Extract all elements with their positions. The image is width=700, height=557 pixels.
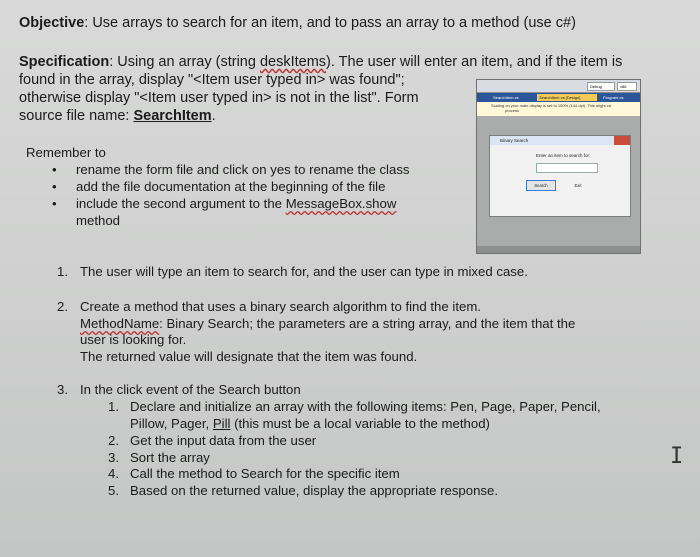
dpi-warning-text: Scaling on your main display is set to 150% (144 dpi). This might ca	[491, 103, 611, 108]
spec-label: Specification	[19, 54, 110, 70]
substep-2-text: Get the input data from the user	[130, 433, 317, 448]
pill-term: Pill	[212, 416, 231, 431]
objective-line	[19, 16, 576, 31]
spec-text-a: : Using an array (string	[109, 54, 260, 70]
bullet-dot: •	[52, 179, 57, 194]
objective-label: Objective	[19, 15, 85, 31]
step-1-text: The user will type an item to search for, and the user can type in mixed case.	[80, 264, 528, 279]
step-3-num: 3.	[57, 382, 68, 397]
search-button: Search	[526, 180, 556, 191]
close-icon	[614, 136, 630, 145]
tab-searchitem-design: SearchItem.cs [Design]	[537, 94, 597, 101]
form-titlebar	[490, 136, 630, 145]
spec-line-2: found in the array, display "<Item user typed in> was found";	[19, 72, 405, 88]
arch-dropdown: x86	[617, 82, 637, 91]
pill-rest: (this must be a local variable to the method)	[230, 416, 490, 431]
step-2-num: 2.	[57, 299, 68, 314]
spec-period: .	[211, 108, 216, 124]
spec-file-name: SearchItem	[133, 108, 212, 124]
exit-button: Exit	[574, 183, 582, 188]
form-title: Binary Search	[500, 138, 529, 143]
substep-5-text: Based on the returned value, display the appropriate response.	[130, 483, 499, 498]
step-1-num: 1.	[57, 264, 68, 279]
bullet-dot: •	[52, 162, 57, 177]
substep-1-text: Declare and initialize an array with the following items: Pen, Page, Paper, Pencil,	[130, 399, 601, 414]
spec-line-1	[19, 55, 622, 70]
substep-2-num: 2.	[108, 433, 119, 448]
remember-title: Remember to	[26, 145, 106, 160]
substep-4-text: Call the method to Search for the specific item	[130, 466, 400, 481]
objective-text: : Use arrays to search for an item, and to pass an array to a method (use c#)	[84, 15, 576, 31]
spec-line-4	[19, 109, 216, 124]
remember-item-4: method	[76, 213, 120, 228]
ide-toolbar	[477, 80, 640, 92]
substep-3-num: 3.	[108, 450, 119, 465]
step-2-line-1: Create a method that uses a binary search algorithm to find the item.	[80, 299, 481, 314]
step-2-line-2-rest: : Binary Search; the parameters are a string array, and the item that the	[159, 316, 576, 331]
tab-searchitem-cs: SearchItem.cs	[493, 95, 519, 100]
method-name-term: MethodName	[80, 316, 160, 331]
item-textbox	[536, 163, 598, 173]
binary-search-form	[489, 135, 631, 217]
substep-4-num: 4.	[108, 466, 119, 481]
spec-text-c: ). The user will enter an item, and if the item is	[326, 54, 623, 70]
text-cursor-icon: I	[670, 444, 684, 469]
debug-dropdown: Debug	[587, 82, 615, 91]
remember-item-3-text: include the second argument to the	[76, 196, 286, 211]
step-2-line-4: The returned value will designate that the item was found.	[80, 349, 418, 364]
substep-1-cont-text: Pillow, Pager,	[130, 416, 213, 431]
substep-1-num: 1.	[108, 399, 119, 414]
spec-line-3: otherwise display "<Item user typed in> is not in the list". Form	[19, 90, 419, 106]
remember-item-2: add the file documentation at the beginning of the file	[76, 179, 386, 194]
substep-1-cont	[130, 417, 490, 430]
remember-item-1: rename the form file and click on yes to rename the class	[76, 162, 410, 177]
bullet-dot: •	[52, 196, 57, 211]
tab-program-cs: Program.cs	[603, 95, 624, 100]
dpi-warning	[477, 102, 640, 116]
step-3-line-1: In the click event of the Search button	[80, 382, 301, 397]
ide-screenshot	[476, 79, 641, 254]
step-2-line-3: user is looking for.	[80, 332, 187, 347]
remember-item-3	[76, 197, 396, 210]
step-2-line-2	[80, 317, 575, 330]
substep-5-num: 5.	[108, 483, 119, 498]
dpi-warning-text-2: process	[505, 108, 520, 113]
form-label: Enter an item to search for:	[536, 153, 591, 158]
spec-file-label: source file name:	[19, 108, 134, 124]
substep-3-text: Sort the array	[130, 450, 210, 465]
messagebox-term: MessageBox.show	[285, 196, 397, 211]
desk-items-term: deskItems	[259, 54, 327, 70]
